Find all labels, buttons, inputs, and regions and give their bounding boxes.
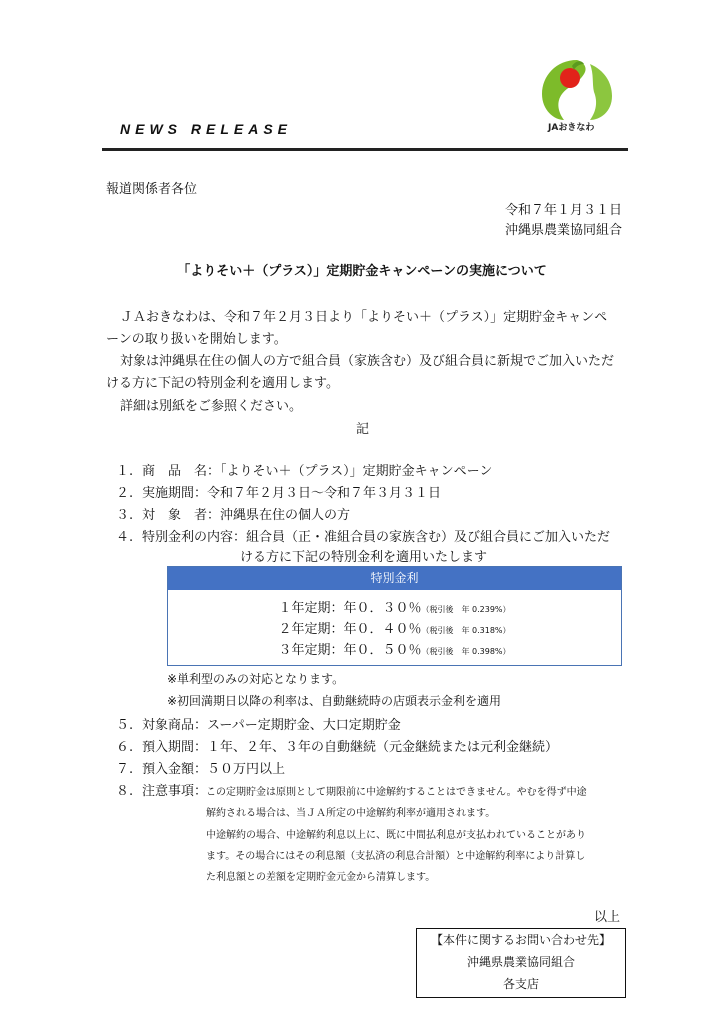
logo-text: JAおきなわ [548, 123, 595, 133]
rate-row [168, 597, 621, 616]
item-text: 預入期間：１年、２年、３年の自動継続（元金継続または元利金継続） [142, 740, 559, 755]
rate-label: ２年定期：年０．４０％ [278, 622, 422, 637]
item-number: ５. [116, 718, 134, 733]
caution-line: た利息額との差額を定期貯金元金から清算します。 [206, 872, 436, 883]
caution-line: この定期貯金は原則として期限前に中途解約することはできません。やむを得ず中途 [206, 787, 587, 798]
list-item [116, 460, 492, 479]
rate-table-header: 特別金利 [168, 567, 621, 590]
rate-label: １年定期：年０．３０％ [278, 601, 422, 616]
contact-box [416, 928, 626, 998]
item-text: 対 象 者：沖縄県在住の個人の方 [142, 508, 351, 523]
release-date: 令和７年１月３１日 [504, 203, 622, 218]
rate-label: ３年定期：年０．５０％ [278, 643, 422, 658]
note-simple-interest: ※単利型のみの対応となります。 [167, 672, 345, 686]
contact-org: 沖縄県農業協同組合 [466, 955, 575, 969]
news-release-title: NEWS RELEASE [120, 121, 293, 137]
issuer: 沖縄県農業協同組合 [504, 223, 622, 238]
rate-note: （税引後 年 0.398%） [421, 647, 511, 656]
list-item [116, 758, 285, 777]
item-number: ２. [116, 486, 134, 501]
item-number: ８. [116, 784, 134, 799]
rate-note: （税引後 年 0.318%） [421, 626, 511, 635]
caution-line: 中途解約の場合、中途解約利息以上に、既に中間払利息が支払われていることがあり [206, 830, 586, 841]
item-text: 注意事項： [142, 784, 208, 799]
item-text: 商 品 名：「よりそい＋（プラス）」定期貯金キャンペーン [142, 464, 493, 479]
item-text: 実施期間：令和７年２月３日～令和７年３月３１日 [142, 486, 442, 501]
list-item [116, 780, 207, 799]
body-p3: 詳細は別紙をご参照ください。 [120, 399, 303, 414]
item-continuation: ける方に下記の特別金利を適用いたします [240, 550, 488, 565]
item-number: ３. [116, 508, 134, 523]
item-text: 対象商品：スーパー定期貯金、大口定期貯金 [142, 718, 401, 733]
item-number: ７. [116, 762, 134, 777]
rate-row [168, 639, 621, 658]
header-divider [102, 148, 628, 151]
headline: 「よりそい＋（プラス）」定期貯金キャンペーンの実施について [177, 264, 547, 279]
list-item [116, 526, 610, 545]
item-number: ６. [116, 740, 134, 755]
contact-branch: 各支店 [502, 977, 539, 991]
special-rate-table [167, 566, 622, 666]
contact-title: 【本件に関するお問い合わせ先】 [430, 933, 611, 947]
body-p2-line2: ける方に下記の特別金利を適用します。 [106, 376, 339, 391]
body-p1-line2: ーンの取り扱いを開始します。 [106, 332, 287, 347]
body-p2-line1: 対象は沖縄県在住の個人の方で組合員（家族含む）及び組合員に新規でご加入いただ [120, 354, 615, 369]
body-p1-line1: ＪＡおきなわは、令和７年２月３日より「よりそい＋（プラス）」定期貯金キャンペ [120, 310, 608, 325]
ki-mark: 記 [356, 422, 370, 437]
item-text: 特別金利の内容：組合員（正・准組合員の家族含む）及び組合員にご加入いただ [142, 530, 611, 545]
caution-line: 解約される場合は、当ＪＡ所定の中途解約利率が適用されます。 [206, 808, 496, 819]
list-item [116, 482, 441, 501]
item-number: ４. [116, 530, 134, 545]
list-item [116, 736, 558, 755]
list-item [116, 504, 350, 523]
ijou-closing: 以上 [593, 910, 620, 925]
list-item [116, 714, 401, 733]
rate-note: （税引後 年 0.239%） [421, 605, 511, 614]
addressee: 報道関係者各位 [106, 182, 198, 197]
caution-line: ます。その場合にはその利息額（支払済の利息合計額）と中途解約利率により計算し [206, 851, 586, 862]
rate-row [168, 618, 621, 637]
note-renewal-rate: ※初回満期日以降の利率は、自動継続時の店頭表示金利を適用 [167, 694, 502, 708]
item-number: １. [116, 464, 134, 479]
item-text: 預入金額：５０万円以上 [142, 762, 286, 777]
